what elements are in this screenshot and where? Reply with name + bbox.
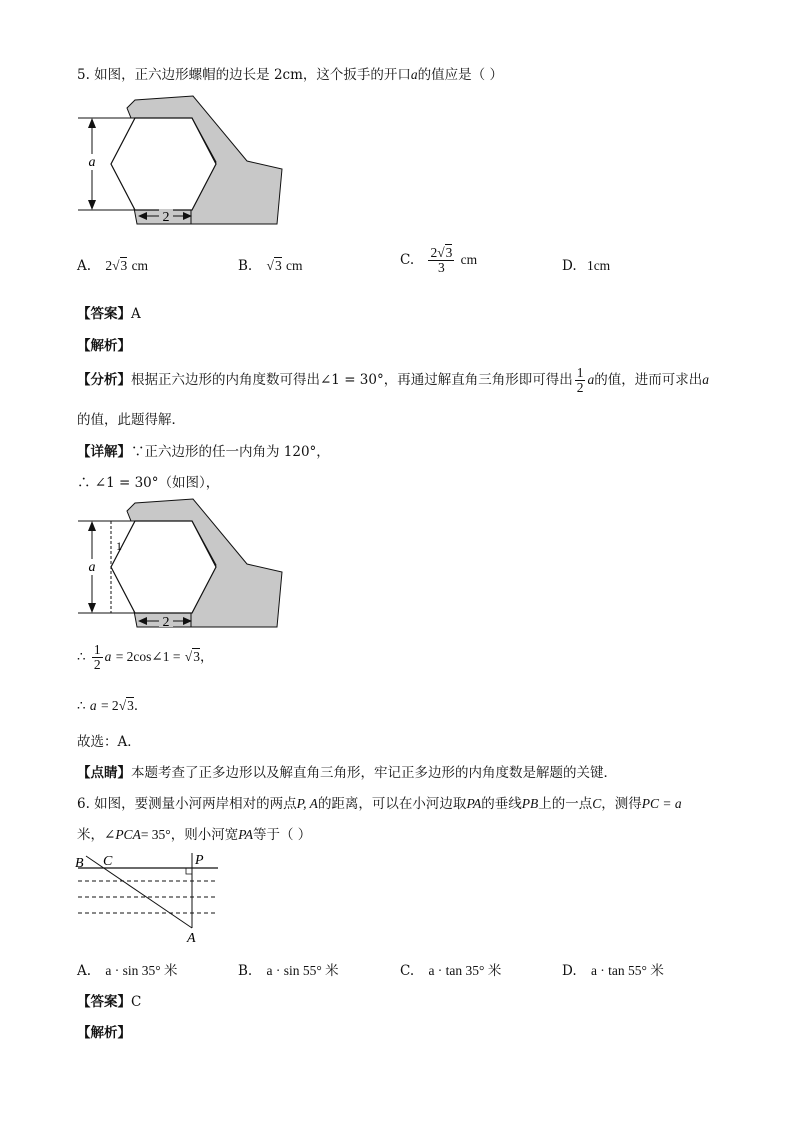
q5-fenxi-line2: 的值，此题得解．	[77, 412, 185, 428]
q5-step2-end: ．	[133, 698, 148, 714]
q5-option-c-unit: cm	[460, 252, 478, 268]
q5-step1-var: a	[104, 649, 112, 665]
q6-stem-pa2: PA	[238, 827, 253, 842]
q5-analysis-tag: 【解析】	[77, 338, 131, 354]
q5-fenxi-frac-den: 2	[576, 380, 584, 396]
q5-comment	[77, 761, 617, 781]
q5-option-b-unit: cm	[285, 258, 303, 273]
q6-stem-text-e: ，测得	[601, 796, 642, 812]
q5-figure-wrench	[70, 90, 290, 230]
q5-fenxi-frac-num: 1	[576, 365, 584, 380]
q5-stem	[77, 63, 503, 83]
q6-stem-pca: PCA	[115, 827, 141, 842]
q5-fenxi-frac	[575, 366, 586, 395]
q5-option-a-coef: 2	[105, 258, 113, 273]
q6-option-a-label: A.	[77, 963, 92, 979]
q5-option-d-label: D.	[562, 258, 577, 274]
q5-comment-text: 本题考查了正多边形以及解直角三角形，牢记正多边形的内角度数是解题的关键．	[131, 765, 617, 781]
q5-answer-tag: 【答案】	[77, 306, 131, 322]
q5-step1: ∴ $\frac{1}{2}$ a = 2cos∠1 = √3，	[77, 642, 214, 673]
q5-option-a-label: A.	[77, 258, 92, 274]
q6-stem-pa: PA	[466, 796, 482, 811]
q6-option-a	[77, 959, 177, 979]
q5-step2-mid: = 2	[100, 698, 119, 713]
q5-step1-frac-num: 1	[93, 642, 101, 657]
arrow-down	[88, 200, 96, 210]
q5-figure-wrench-angle	[70, 493, 290, 633]
fig3-label-b: B	[75, 856, 84, 871]
arrow-down-2	[88, 603, 96, 613]
q6-stem-points: P, A	[296, 796, 318, 811]
q5-step1-frac	[92, 643, 103, 672]
q6-stem-text-c: 的垂线	[481, 796, 522, 812]
q5-fenxi-text-2: 的值，进而可求出	[594, 372, 703, 389]
q5-option-c-num-rad: 3	[445, 245, 453, 260]
q6-option-b-text: a · sin 55° 米	[266, 963, 339, 978]
q5-option-c	[400, 246, 477, 275]
q6-answer-value: C	[131, 994, 142, 1010]
q5-answer	[77, 302, 141, 322]
arrow-up-2	[88, 521, 96, 531]
q6-option-b	[238, 959, 339, 979]
fig3-label-a: A	[187, 931, 196, 946]
q6-stem-text-a: 6. 如图，要测量小河两岸相对的两点	[77, 796, 297, 812]
q6-option-d-label: D.	[562, 963, 577, 979]
q5-detail-line2: ∴ ∠1 = 30°（如图），	[77, 475, 220, 491]
q6-option-d-text: a · tan 55° 米	[590, 963, 664, 978]
q5-fenxi-var: a	[587, 372, 595, 388]
right-angle-mark	[186, 868, 192, 874]
q5-choose: 故选：A．	[77, 734, 141, 750]
q5-option-b-rad: 3	[274, 258, 282, 273]
q5-option-a: A. 2√3 cm	[77, 258, 149, 274]
q5-step2: ∴ a = 2√3．	[77, 698, 148, 714]
q6-stem-text-d: 上的一点	[538, 796, 593, 812]
q6-stem-pb: PB	[521, 796, 539, 811]
q6-stem-eq: PC = a	[641, 796, 682, 811]
fig2-label-a: a	[88, 560, 96, 575]
q5-step2-rad: 3	[127, 698, 134, 713]
fig3-label-c: C	[103, 854, 113, 869]
q5-step1-rad: 3	[193, 649, 200, 665]
fig1-label-a: a	[88, 155, 96, 170]
q6-option-b-label: B.	[238, 963, 253, 979]
q5-option-b-label: B.	[238, 258, 253, 274]
q5-step2-var: a	[89, 698, 97, 713]
q5-option-c-num-coef: 2	[430, 245, 438, 260]
q5-fenxi-var2: a	[702, 372, 709, 388]
q5-step1-mid: = 2cos∠1 =	[115, 649, 181, 665]
q5-option-b: B. √3 cm	[238, 258, 303, 274]
q6-option-a-text: a · sin 35° 米	[105, 963, 178, 978]
q5-option-a-unit: cm	[131, 258, 149, 273]
q5-fenxi-tag: 【分析】	[77, 372, 131, 389]
q6-answer	[77, 990, 141, 1010]
q6-stem-text-g: = 35°，则小河宽	[140, 827, 239, 842]
q6-stem-text-h: 等于（ ）	[252, 827, 312, 843]
q6-option-d	[562, 959, 664, 979]
q6-stem-text-f: 米，∠	[77, 827, 116, 843]
q5-option-c-frac: $\frac{2√3}{3}$	[430, 245, 453, 276]
q5-stem-text: 5. 如图，正六边形螺帽的边长是 2cm，这个扳手的开口	[77, 67, 411, 83]
q5-fenxi	[77, 366, 709, 395]
q5-option-d	[562, 258, 610, 274]
q6-stem-line2	[77, 823, 311, 843]
q5-option-c-label: C.	[400, 252, 415, 269]
line-ca	[86, 856, 192, 928]
q5-option-c-den: 3	[438, 260, 445, 276]
arrow-up	[88, 118, 96, 128]
q6-option-c	[400, 959, 501, 979]
q5-detail-tag: 【详解】	[77, 444, 131, 460]
q5-option-a-rad: 3	[120, 258, 128, 273]
q6-stem-c: C	[592, 796, 602, 811]
q6-figure-river	[70, 848, 230, 948]
q6-analysis-tag: 【解析】	[77, 1025, 131, 1041]
q5-step1-end: ，	[199, 649, 214, 666]
fig1-label-2: 2	[162, 210, 170, 225]
q5-step2-prefix: ∴	[77, 698, 86, 714]
q6-answer-tag: 【答案】	[77, 994, 131, 1010]
fig3-label-p: P	[195, 853, 204, 868]
q5-stem-tail: 的值应是（ ）	[417, 67, 503, 83]
q6-option-c-label: C.	[400, 963, 415, 979]
q5-step1-frac-den: 2	[93, 657, 101, 673]
fig2-label-1: 1	[116, 539, 122, 553]
q5-detail	[77, 440, 330, 460]
q6-stem-text-b: 的距离，可以在小河边取	[317, 796, 467, 812]
q5-fenxi-text-1: 根据正六边形的内角度数可得出∠1 = 30°，再通过解直角三角形即可得出	[131, 372, 573, 389]
q5-comment-tag: 【点睛】	[77, 765, 131, 781]
q5-step1-prefix: ∴	[77, 649, 86, 666]
q5-option-d-text: 1cm	[586, 258, 611, 273]
q6-stem-line1	[77, 792, 682, 812]
q6-option-c-text: a · tan 35° 米	[428, 963, 502, 978]
q5-answer-value: A	[131, 306, 141, 322]
fig2-label-2: 2	[162, 615, 170, 630]
q5-stem-var: a	[410, 67, 418, 82]
q5-detail-text-1: ∵正六边形的任一内角为 120°，	[131, 444, 330, 460]
